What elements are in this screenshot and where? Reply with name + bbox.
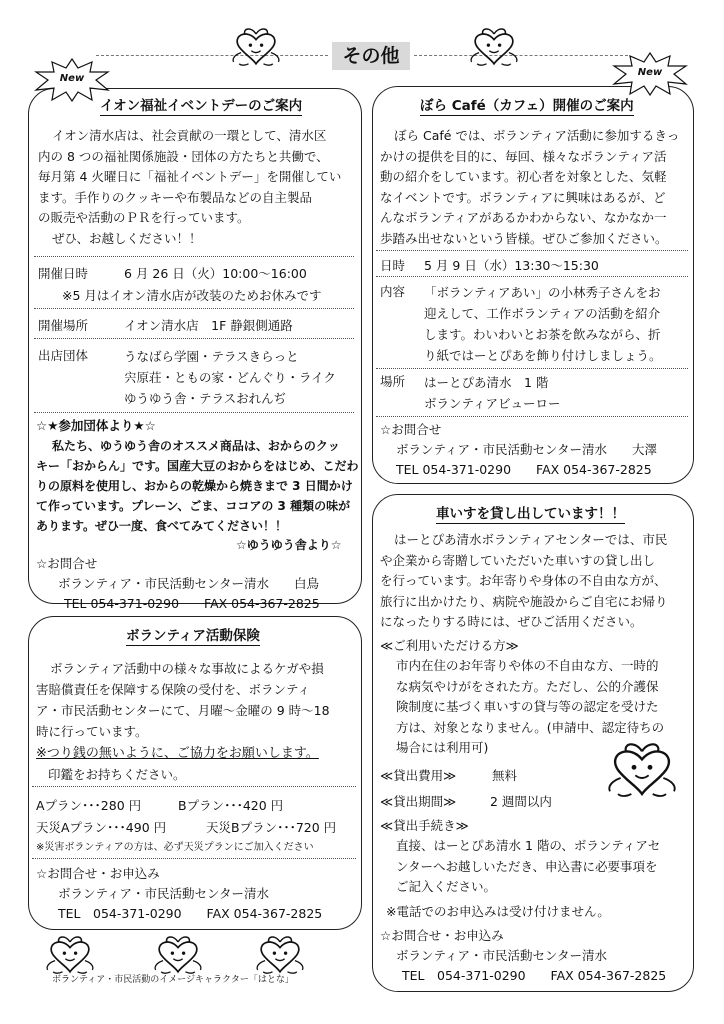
text-line: 迎えして、工作ボランティアの活動を紹介 [424,306,661,321]
insurance-intro [36,658,330,742]
plan-disaster-a: 天災Aプラン･･･490 円 [36,820,167,835]
text-line: はーとぴあ清水 1 階 [424,375,549,390]
contact-org: ボランティア・市民活動センター清水 [396,948,608,963]
contact-phone: TEL 054-371-0290 FAX 054-367-2825 [402,968,667,983]
wheelchair-intro [380,530,668,633]
list-item: ゆうゆう舎・テラスおれんぢ [124,391,287,406]
cafe-title: ぼら Café（カフェ）開催のご案内 [420,94,634,116]
page-title: その他 [332,42,410,70]
plan-disaster-b: 天災Bプラン･･･720 円 [206,820,337,835]
text-line: 旅行に出かけたり、病院や施設からご自宅にお帰り [380,593,668,609]
content-body [424,282,662,366]
cafe-intro [380,126,679,249]
text-line: を行っています。お年寄りや身体の不自由な方が、 [380,573,667,588]
aeon-intro [38,126,341,249]
place-label: 場所 [380,374,406,389]
new-badge-label: New [59,73,85,84]
message-signature: ☆ゆうゆう舎より☆ [236,538,342,552]
place-label: 開催場所 [38,318,89,333]
wheelchair-title: 車いすを貸し出しています！！ [436,502,625,524]
text-line: な病気やけがをされた方。ただし、公的介護保 [396,678,659,694]
place-value [424,372,561,414]
period-label: ≪貸出期間≫ [380,794,457,809]
new-badge [34,58,110,102]
text-line: りの原料を使用し、おからの乾燥から焼きまで 3 日間かけ [36,479,353,493]
contact-heading: ☆お問合せ・お申込み [36,866,160,881]
text-line: ます。手作りのクッキーや布製品などの自主製品 [38,189,313,205]
text-line: ア・市民活動センターにて、月曜～金曜の 9 時～18 [36,703,330,718]
text-line: 場合には利用可) [396,740,489,755]
hatona-character-icon [252,934,308,976]
date-value: 5 月 9 日（水）13:30～15:30 [424,258,599,273]
header-rule-left [96,55,328,56]
hatona-character-icon [466,26,522,68]
new-badge-label: New [637,67,663,78]
text-line: ボランティアビューロー [424,396,561,411]
message-heading: ☆★参加団体より★☆ [36,418,156,433]
contact-heading: ☆お問合せ [36,556,98,571]
message-body [36,436,359,536]
phone-note: ※電話でのお申込みは受け付けません。 [386,904,610,919]
date-note: ※5 月はイオン清水店が改装のためお休みです [62,288,322,303]
text-line: り紙ではーとぴあを飾り付けしましょう。 [424,348,662,363]
fee-label: ≪貸出費用≫ [380,768,457,783]
divider [32,858,356,859]
text-line: んなボランティアがあるかわからない、なかなか一 [380,210,667,225]
divider [34,308,354,309]
text-line: かけの提供を目的に、毎回、様々なボランティア活 [380,148,667,164]
list-item: うなばら学園・テラスきらっと [124,349,299,364]
hatona-character-icon [228,26,284,68]
text-line: 内の 8 つの福祉関係施設・団体の方たちと共働で、 [38,148,329,164]
date-label: 日時 [380,258,406,273]
fee-value: 無料 [492,768,518,783]
text-line: になったりする時には、ぜひご活用ください。 [380,614,643,629]
contact-org: ボランティア・市民活動センター清水 大澤 [396,442,658,457]
seal-note: 印鑑をお持ちください。 [48,767,186,782]
text-line: キー「おからん」です。国産大豆のおからをはじめ、こだわ [36,459,359,473]
hatona-character-icon [42,934,98,976]
contact-heading: ☆お問合せ・お申込み [380,928,504,943]
text-line: や企業から寄贈していただいた車いすの貸し出し [380,552,656,568]
text-line: 「ボランティアあい」の小林秀子さんをお [424,285,661,300]
hatona-character-icon [602,740,682,800]
text-line: あります。ぜひ一度、食べてみてください！！ [36,519,288,533]
new-badge [612,52,688,96]
divider [34,338,354,339]
divider [32,786,356,787]
divider [376,276,688,277]
text-line: します。わいわいとお茶を飲みながら、折 [424,327,661,342]
text-line: 険制度に基づく車いすの貸与等の認定を受けた [396,699,659,714]
list-item: 宍原荘・ともの家・どんぐり・ライク [124,370,336,385]
text-line: 害賠償責任を保障する保険の受付を、ボランティ [36,682,311,697]
date-label: 開催日時 [38,266,89,281]
contact-phone: TEL 054-371-0290 FAX 054-367-2825 [58,906,323,921]
text-line: ご記入ください。 [396,879,497,894]
divider [376,368,688,369]
eligible-users-heading: ≪ご利用いただける方≫ [380,638,519,653]
text-line: 私たち、ゆうゆう舎のオススメ商品は、おからのクッ [52,439,340,453]
procedure-heading: ≪貸出手続き≫ [380,818,469,833]
text-line: 歩踏み出せないという皆様。ぜひご参加ください。 [380,230,668,246]
plan-a: Aプラン･･･280 円 [36,798,142,813]
divider [376,250,688,251]
contact-heading: ☆お問合せ [380,422,442,437]
text-line: 毎月第 4 火曜日に「福祉イベントデー」を開催してい [38,169,342,184]
text-line: て作っています。プレーン、ごま、ココアの 3 種類の味が [36,499,351,513]
text-line: 動の紹介をしています。初心者を対象とした、気軽 [380,169,667,184]
contact-org: ボランティア・市民活動センター清水 白鳥 [58,576,320,591]
contact-phone: TEL 054-371-0290 FAX 054-367-2825 [396,462,652,477]
content-label: 内容 [380,284,406,299]
text-line: の販売や活動のＰＲを行っています。 [38,210,250,225]
text-line: ボランティア活動中の様々な事故によるケガや損 [50,661,324,676]
date-value: 6 月 26 日（火）10:00～16:00 [124,266,307,281]
contact-org: ボランティア・市民活動センター清水 [58,886,270,901]
text-line: ンターへお越しいただき、申込書に必要事項を [396,858,658,874]
text-line: 直接、はーとぴあ清水 1 階の、ボランティアセ [396,838,661,853]
change-note: ※つり銭の無いように、ご協力をお願いします。 [36,746,319,761]
text-line: ぼら Café では、ボランティア活動に参加するきっ [394,128,680,143]
period-value: 2 週間以内 [490,794,552,809]
text-line: 方は、対象となりません。(申請中、認定待ちの [396,719,665,735]
procedure-body [396,836,660,898]
plan-b: Bプラン･･･420 円 [178,798,284,813]
insurance-title: ボランティア活動保険 [126,624,260,646]
footer-caption: ボランティア・市民活動のイメージキャラクター「はとな」 [52,975,294,985]
contact-phone: TEL 054-371-0290 FAX 054-367-2825 [64,596,320,611]
divider [376,416,688,417]
aeon-title: イオン福祉イベントデーのご案内 [100,94,302,116]
hatona-character-icon [150,934,206,976]
text-line: ぜひ、お越しください！！ [52,230,202,246]
groups-label: 出店団体 [38,348,89,363]
text-line: 時に行っています。 [36,724,148,739]
text-line: なイベントです。ボランティアに興味はあるが、ど [380,189,666,205]
groups-list [124,346,336,409]
divider [34,256,354,257]
text-line: 市内在住のお年寄りや体の不自由な方、一時的 [396,658,659,673]
plan-note: ※災害ボランティアの方は、必ず天災プランにご加入ください [36,842,314,853]
place-value: イオン清水店 1F 静銀側通路 [124,318,293,333]
text-line: イオン清水店は、社会貢献の一環として、清水区 [52,128,327,143]
divider [34,412,354,413]
text-line: はーとぴあ清水ボランティアセンターでは、市民 [394,532,668,547]
